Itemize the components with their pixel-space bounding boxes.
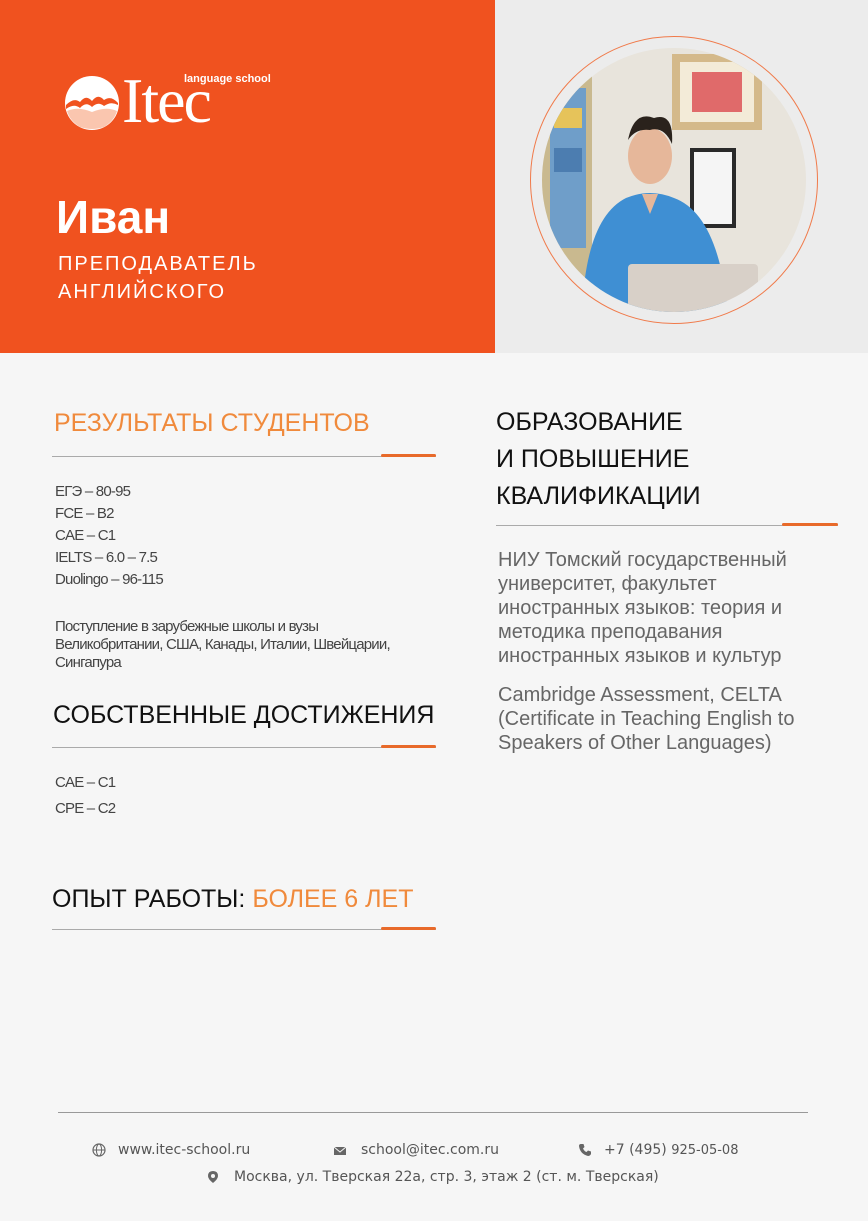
edu-line: иностранных языков и культур bbox=[498, 645, 782, 667]
edu-line: методика преподавания bbox=[498, 621, 723, 643]
education-entry-university bbox=[498, 548, 858, 668]
teacher-name: Иван bbox=[56, 191, 171, 243]
student-results-rule-accent bbox=[381, 454, 436, 457]
student-results-title: РЕЗУЛЬТАТЫ СТУДЕНТОВ bbox=[54, 409, 370, 437]
website-link[interactable]: www.itec-school.ru bbox=[118, 1142, 251, 1158]
list-item: Duolingo – 96-115 bbox=[55, 571, 163, 588]
teacher-role bbox=[58, 250, 358, 306]
admission-text bbox=[55, 618, 475, 672]
education-title-line-1: ОБРАЗОВАНИЕ bbox=[496, 408, 683, 436]
education-title bbox=[496, 404, 701, 515]
phone-number: 925-05-08 bbox=[671, 1143, 739, 1158]
edu-line: Speakers of Other Languages) bbox=[498, 732, 772, 754]
list-item: FCE – B2 bbox=[55, 505, 114, 522]
list-item: ЕГЭ – 80-95 bbox=[55, 483, 131, 500]
achievements-rule bbox=[52, 747, 436, 748]
education-entry-celta bbox=[498, 683, 858, 755]
role-line-2: АНГЛИЙСКОГО bbox=[58, 281, 227, 303]
location-pin-icon bbox=[206, 1170, 220, 1184]
email-link[interactable]: school@itec.com.ru bbox=[361, 1142, 500, 1158]
student-results-list bbox=[55, 481, 163, 591]
achievements-rule-accent bbox=[381, 745, 436, 748]
logo-wordmark: Itec bbox=[122, 65, 210, 136]
student-results-rule bbox=[52, 456, 436, 457]
phone-code: +7 (495) bbox=[604, 1142, 667, 1158]
education-title-line-3: КВАЛИФИКАЦИИ bbox=[496, 482, 701, 510]
logo-subtitle: language school bbox=[184, 73, 271, 85]
edu-line: НИУ Томский государственный bbox=[498, 549, 787, 571]
experience-rule bbox=[52, 929, 436, 930]
role-line-1: ПРЕПОДАВАТЕЛЬ bbox=[58, 253, 258, 275]
list-item: IELTS – 6.0 – 7.5 bbox=[55, 549, 158, 566]
list-item: CPE – C2 bbox=[55, 800, 116, 817]
phone-icon bbox=[578, 1143, 592, 1157]
phone-link[interactable] bbox=[604, 1141, 738, 1160]
experience-title bbox=[52, 880, 414, 918]
logo-ball-icon bbox=[64, 75, 120, 131]
experience-value: БОЛЕЕ 6 ЛЕТ bbox=[252, 885, 414, 913]
achievements-list bbox=[55, 770, 115, 822]
edu-line: университет, факультет bbox=[498, 573, 717, 595]
teacher-photo-illustration bbox=[542, 48, 806, 312]
list-item: CAE – C1 bbox=[55, 774, 116, 791]
achievements-title: СОБСТВЕННЫЕ ДОСТИЖЕНИЯ bbox=[53, 701, 435, 729]
list-item: CAE – C1 bbox=[55, 527, 116, 544]
admission-line-3: Сингапура bbox=[55, 654, 121, 671]
teacher-photo bbox=[542, 48, 806, 312]
admission-line-2: Великобритании, США, Канады, Италии, Швейцарии, bbox=[55, 636, 390, 653]
edu-line: Cambridge Assessment, CELTA bbox=[498, 684, 782, 706]
itec-logo bbox=[64, 65, 271, 136]
footer-rule bbox=[58, 1112, 808, 1113]
globe-icon bbox=[92, 1143, 106, 1157]
experience-rule-accent bbox=[381, 927, 436, 930]
education-title-line-2: И ПОВЫШЕНИЕ bbox=[496, 445, 690, 473]
admission-line-1: Поступление в зарубежные школы и вузы bbox=[55, 618, 319, 635]
edu-line: иностранных языков: теория и bbox=[498, 597, 783, 619]
address-text: Москва, ул. Тверская 22а, стр. 3, этаж 2 (ст. м. Тверская) bbox=[234, 1169, 659, 1185]
mail-icon bbox=[333, 1144, 347, 1158]
experience-label: ОПЫТ РАБОТЫ: bbox=[52, 885, 246, 913]
edu-line: (Certificate in Teaching English to bbox=[498, 708, 795, 730]
education-rule-accent bbox=[782, 523, 838, 526]
